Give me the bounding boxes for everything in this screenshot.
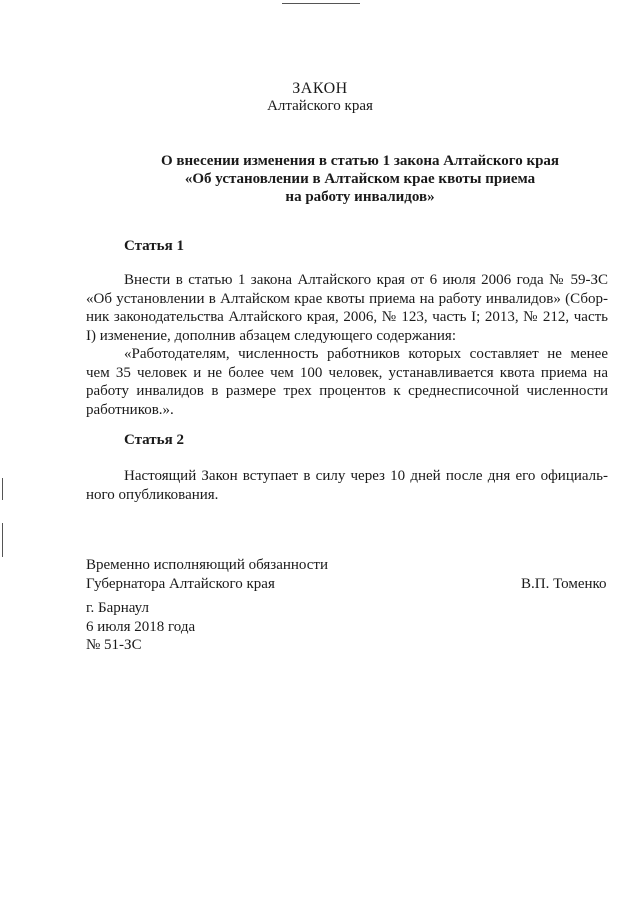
signature-position	[86, 556, 328, 594]
scan-edge-mark-left-2	[2, 523, 3, 557]
article-2-paragraph	[86, 467, 608, 504]
paragraph-line: ник законодательства Алтайского края, 2006, № 123, часть I; 2013, № 212, часть	[86, 309, 608, 325]
article-2-title: Статья 2	[124, 432, 184, 448]
scan-edge-mark-left-1	[2, 478, 3, 500]
paragraph-line: I) изменение, дополнив абзацем следующего содержания:	[86, 327, 456, 344]
law-title: ЗАКОН	[292, 80, 348, 97]
law-heading	[110, 152, 610, 206]
article-1-title: Статья 1	[124, 238, 184, 254]
signature-position-line-2: Губернатора Алтайского края	[86, 576, 275, 592]
date: 6 июля 2018 года	[86, 618, 196, 635]
paragraph-line: «Работодателям, численность работников которых составляет не менее	[124, 346, 608, 362]
signature-name: В.П. Томенко	[521, 576, 607, 592]
paragraph-line: чем 35 человек и не более чем 100 человек, устанавливается квота приема на	[86, 364, 608, 381]
article-1-paragraph-1	[86, 271, 608, 345]
paragraph-line: работников.».	[86, 401, 174, 418]
paragraph-line: работу инвалидов в размере трех процентов к среднесписочной численности	[86, 383, 608, 399]
paragraph-line: Внести в статью 1 закона Алтайского края от 6 июля 2006 года № 59-ЗС	[124, 272, 608, 288]
signature-position-line-1: Временно исполняющий обязанности	[86, 557, 329, 573]
scan-edge-mark-top	[282, 3, 360, 4]
city: г. Барнаул	[86, 600, 149, 616]
law-number: № 51-ЗС	[86, 637, 142, 653]
place-date-block	[86, 599, 195, 655]
heading-line: «Об установлении в Алтайском крае квоты приема	[184, 171, 536, 187]
paragraph-line: Настоящий Закон вступает в силу через 10 дней после дня его официаль-	[124, 468, 608, 484]
paragraph-line: ного опубликования.	[86, 486, 219, 503]
article-1-paragraph-2	[86, 345, 608, 419]
paragraph-line: «Об установлении в Алтайском крае квоты приема на работу инвалидов» (Сбор-	[86, 290, 608, 307]
law-subtitle: Алтайского края	[267, 98, 373, 114]
heading-line: О внесении изменения в статью 1 закона Алтайского края	[160, 153, 560, 169]
heading-line: на работу инвалидов»	[285, 189, 435, 205]
